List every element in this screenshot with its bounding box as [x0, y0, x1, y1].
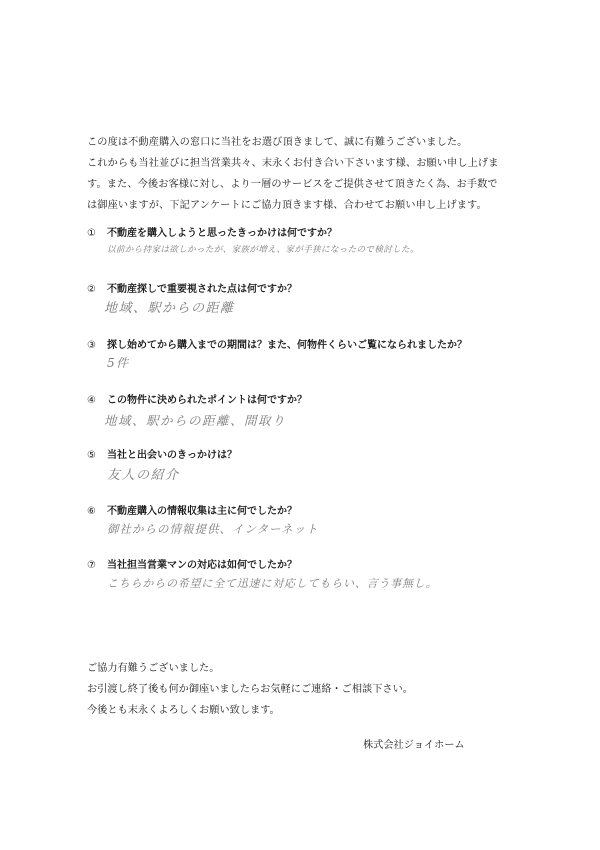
intro-line: す。また、今後お客様に対し、より一層のサービスをご提供させて頂きたく為、お手数で	[87, 179, 498, 190]
question-4	[87, 391, 307, 406]
intro-line: この度は不動産購入の窓口に当社をお選び頂きまして、誠に有難うございました。	[87, 137, 468, 148]
closing-line: ご協力有難うございました。	[87, 663, 220, 674]
question-1	[87, 224, 337, 239]
question-number: ②	[87, 284, 96, 295]
question-2	[87, 280, 297, 295]
question-text: この物件に決められたポイントは何ですか？	[107, 395, 307, 406]
question-number: ⑦	[87, 560, 96, 571]
handwritten-answer-3: 5件	[107, 356, 130, 370]
question-5	[87, 446, 237, 461]
question-text: 不動産探しで重要視された点は何ですか？	[107, 284, 297, 295]
question-number: ①	[87, 228, 96, 239]
question-text: 不動産購入の情報収集は主に何でしたか？	[107, 506, 297, 517]
closing-line: お引渡し終了後も何か御座いましたらお気軽にご連絡・ご相談下さい。	[87, 684, 413, 695]
question-number: ④	[87, 395, 96, 406]
question-text: 当社担当営業マンの対応は如何でしたか？	[107, 560, 297, 571]
question-7	[87, 556, 297, 571]
closing-paragraph	[87, 658, 413, 721]
handwritten-answer-4: 地域、駅からの距離、間取り	[104, 413, 287, 428]
question-3	[87, 336, 467, 351]
question-number: ③	[87, 340, 96, 351]
company-name: 株式会社ジョイホーム	[363, 740, 465, 751]
question-number: ⑥	[87, 506, 96, 517]
question-text: 探し始めてから購入までの期間は？また、何物件くらいご覧になられましたか？	[107, 340, 467, 351]
handwritten-answer-7: こちらからの希望に全て迅速に対応してもらい、言う事無し。	[107, 577, 438, 590]
intro-line: これからも当社並びに担当営業共々、末永くお付き合い下さいます様、お願い申し上げま	[87, 158, 499, 169]
intro-paragraph	[87, 132, 507, 216]
handwritten-answer-2: 地域、駅からの距離	[104, 301, 235, 316]
question-text: 当社と出会いのきっかけは？	[107, 450, 237, 461]
closing-line: 今後とも末永くよろしくお願い致します。	[87, 705, 280, 716]
handwritten-answer-6: 御社からの情報提供、インターネット	[107, 522, 319, 536]
question-number: ⑤	[87, 450, 96, 461]
intro-line: は御座いますが、下記アンケートにご協力頂きます様、合わせてお願い申し上げます。	[87, 200, 487, 211]
question-text: 不動産を購入しようと思ったきっかけは何ですか？	[107, 228, 337, 239]
handwritten-answer-5: 友人の紹介	[107, 468, 180, 483]
handwritten-answer-1: 以前から持家は欲しかったが、家族が増え、家が手狭になったので検討した。	[107, 245, 419, 255]
question-6	[87, 502, 297, 517]
